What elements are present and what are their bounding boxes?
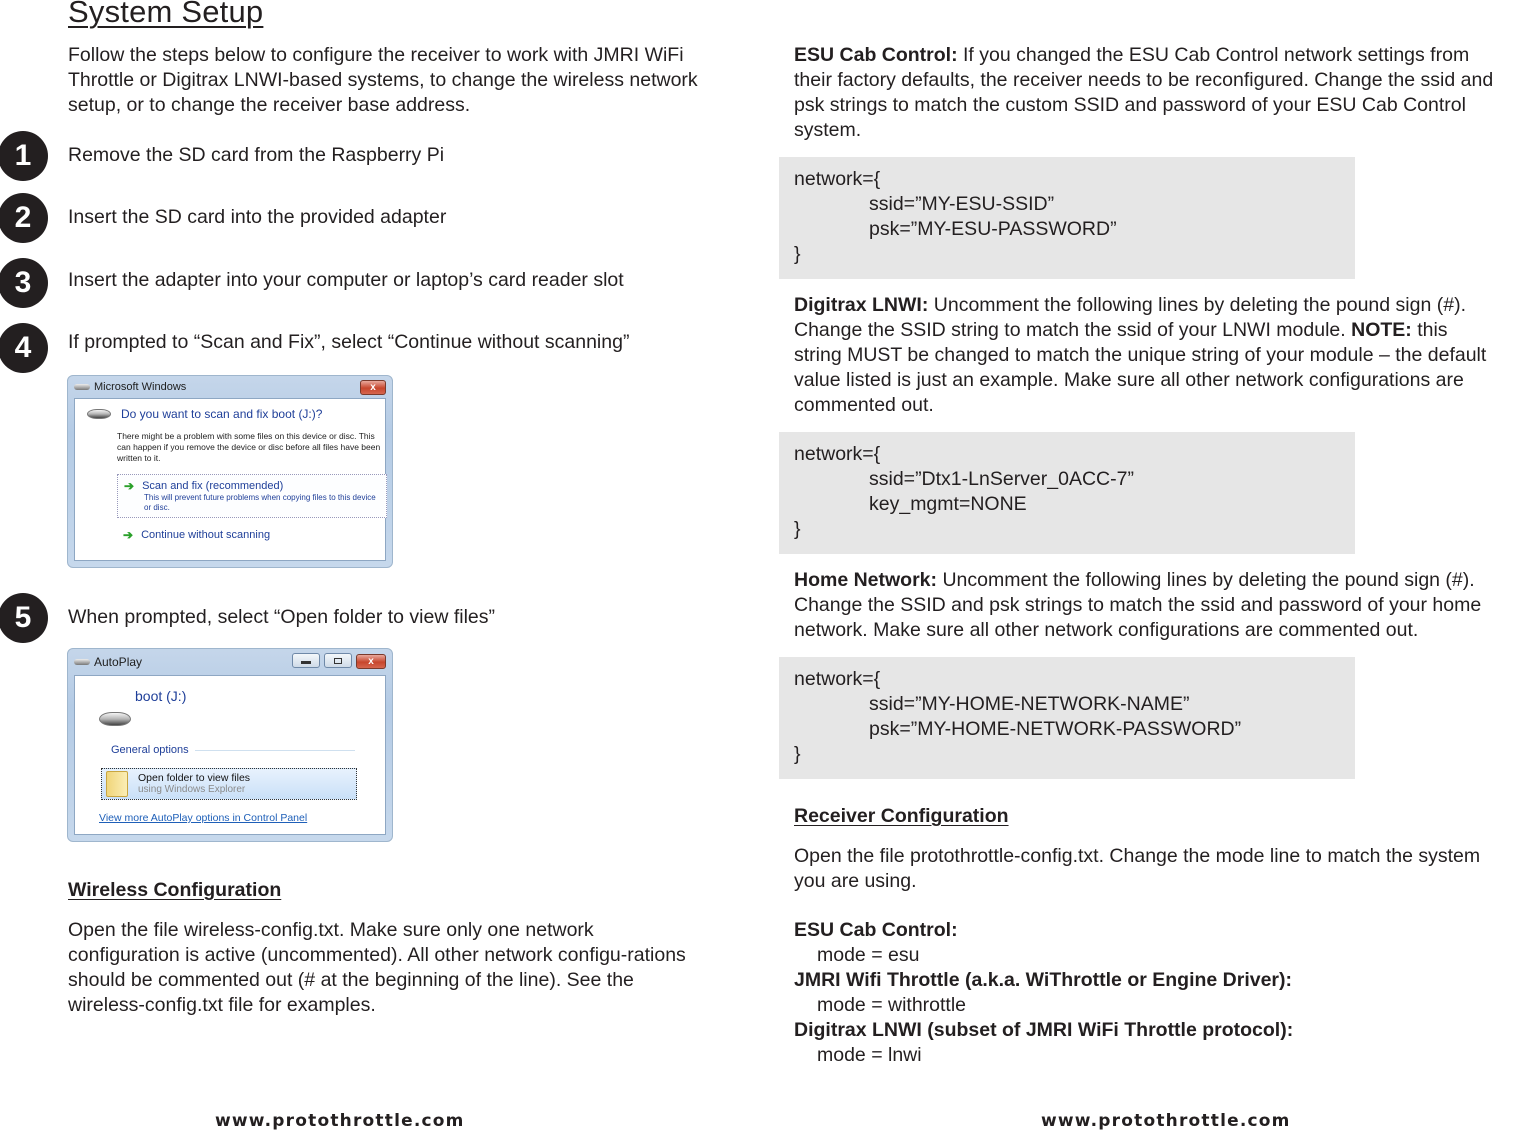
lnwi-body1: Uncomment the following lines by deleting the pound sign (#). Change the SSID string to match the ssid of your LNWI module. [794,294,1466,341]
dialog-body [74,398,386,561]
mode-value: mode = withrottle [817,994,967,1016]
scan-and-fix-option[interactable] [117,474,387,518]
autoplay-control-panel-link[interactable]: View more AutoPlay options in Control Panel [99,812,308,824]
code-line: } [794,518,801,540]
mode-list [794,918,1506,1068]
divider [195,750,355,751]
dialog-message: There might be a problem with some files on this device or disc. This can happen if you remove the device or disc before all files have been written to it. [117,431,381,463]
lnwi-code-block [779,432,1355,554]
section-label: General options [111,744,189,756]
lnwi-label: Digitrax LNWI: [794,294,929,316]
home-network-paragraph [794,568,1515,643]
dialog-heading: Do you want to scan and fix boot (J:)? [121,407,323,421]
maximize-button[interactable] [324,653,352,668]
step-text-5: When prompted, select “Open folder to view files” [68,606,496,628]
open-folder-option[interactable] [101,768,357,800]
option-title: Continue without scanning [141,529,271,541]
code-line: } [794,743,801,765]
intro-paragraph: Follow the steps below to configure the receiver to work with JMRI WiFi Throttle or Digitrax LNWI-based systems, to change the wireless network setup, or to change the receiver base address. [68,44,698,116]
mode-value: mode = esu [817,944,920,966]
minimize-button[interactable] [292,653,320,668]
step-badge-4: 4 [0,323,48,373]
drive-icon [87,409,111,419]
continue-without-scanning-option[interactable] [123,528,377,542]
dialog-titlebar [74,376,386,398]
scan-fix-dialog [67,375,393,568]
option-subtitle: using Windows Explorer [138,784,246,795]
autoplay-dialog [67,648,393,842]
wireless-config-heading: Wireless Configuration [68,879,282,901]
close-icon[interactable]: x [356,654,386,669]
step-badge-1: 1 [0,131,48,181]
drive-icon [99,712,131,726]
esu-body: If you changed the ESU Cab Control network settings from their factory defaults, the receiver needs to be reconfigured. Change the ssid and psk strings to match the custom SSID and password of your ESU Cab Control system. [794,44,1494,141]
code-line: network={ [794,168,881,190]
code-line: ssid=”MY-HOME-NETWORK-NAME” [869,693,1190,715]
option-title: Open folder to view files [138,772,251,784]
option-subtitle: This will prevent future problems when copying files to this device or disc. [144,493,376,512]
home-code-block [779,657,1355,779]
mode-label: ESU Cab Control: [794,919,958,941]
mode-label: JMRI Wifi Throttle (a.k.a. WiThrottle or Engine Driver): [794,969,1293,991]
page-title: System Setup [68,0,264,29]
dialog-title: AutoPlay [94,655,143,669]
step-text-3: Insert the adapter into your computer or laptop’s card reader slot [68,269,624,291]
close-icon[interactable]: x [360,380,386,395]
option-title: Scan and fix (recommended) [142,480,284,492]
receiver-config-paragraph: Open the file protothrottle-config.txt. Change the mode line to match the system you are using. [794,845,1481,892]
dialog-titlebar [74,649,386,675]
drive-icon [74,659,90,665]
drive-label: boot (J:) [135,688,187,704]
mode-value: mode = lnwi [817,1044,922,1066]
general-options-section [111,744,355,756]
home-body: Uncomment the following lines by deleting the pound sign (#). Change the SSID and psk strings to match the ssid and password of your home network. Make sure all other network configurations are commented out. [794,569,1482,641]
arrow-right-icon: ➔ [124,479,135,493]
code-line: key_mgmt=NONE [869,493,1027,515]
code-line: ssid=”Dtx1-LnServer_0ACC-7” [869,468,1134,490]
step-text-4: If prompted to “Scan and Fix”, select “Continue without scanning” [68,331,630,353]
code-line: psk=”MY-HOME-NETWORK-PASSWORD” [869,718,1242,740]
esu-paragraph [794,43,1506,143]
footer-url-right: www.protothrottle.com [1041,1111,1291,1131]
receiver-config-heading: Receiver Configuration [794,805,1009,827]
lnwi-body2: this string MUST be changed to match the unique string of your module – the default value listed is just an example. Make sure all other network configurations are commented out. [794,319,1487,416]
maximize-icon [334,658,342,664]
code-line: psk=”MY-ESU-PASSWORD” [869,218,1117,240]
mode-label: Digitrax LNWI (subset of JMRI WiFi Throttle protocol): [794,1019,1294,1041]
code-line: network={ [794,668,881,690]
drive-icon [74,384,90,390]
arrow-right-icon: ➔ [123,528,134,542]
step-badge-3: 3 [0,258,48,308]
home-label: Home Network: [794,569,938,591]
step-text-2: Insert the SD card into the provided adapter [68,206,447,228]
dialog-body [74,675,386,835]
code-line: } [794,243,801,265]
step-text-1: Remove the SD card from the Raspberry Pi [68,144,445,166]
esu-label: ESU Cab Control: [794,44,958,66]
footer-url-left: www.protothrottle.com [215,1111,465,1131]
step-badge-5: 5 [0,593,48,643]
note-label: NOTE: [1351,319,1412,341]
minimize-icon [301,661,311,664]
esu-code-block [779,157,1355,279]
step-badge-2: 2 [0,193,48,243]
wireless-config-paragraph: Open the file wireless-config.txt. Make sure only one network configuration is active (uncommented). All other network configu-rations should be commented out (# at the beginning of the line). See the wireless-config.txt file for examples. [68,919,686,1016]
dialog-title: Microsoft Windows [94,381,187,393]
code-line: network={ [794,443,881,465]
code-line: ssid=”MY-ESU-SSID” [869,193,1055,215]
lnwi-paragraph [794,293,1494,418]
folder-icon [106,771,128,797]
